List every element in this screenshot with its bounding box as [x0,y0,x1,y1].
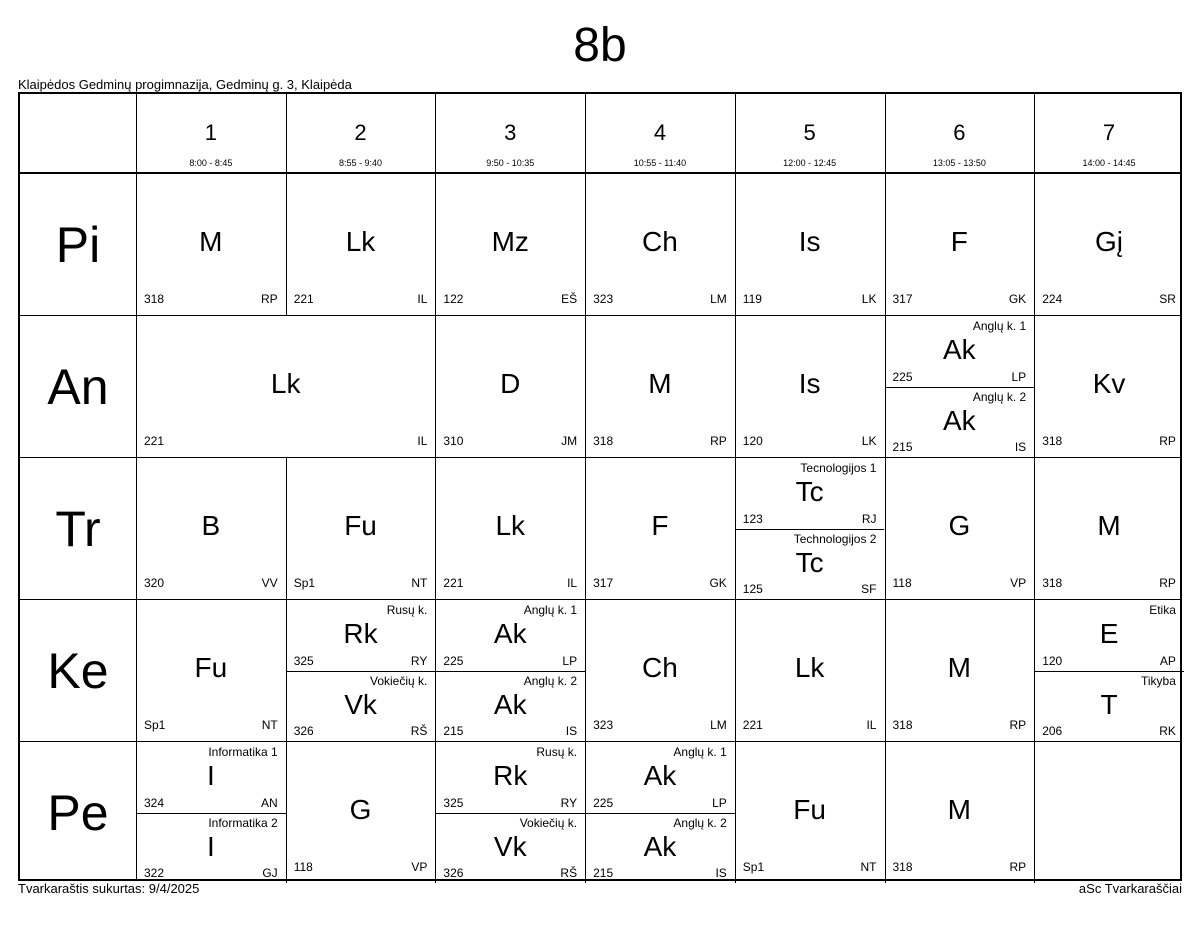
subject-code: Kv [1092,368,1126,399]
group-divider [885,387,1035,388]
room-number: 122 [443,292,464,306]
lesson-cell [435,458,585,599]
lesson-cell [286,458,436,599]
room-number: 225 [593,795,614,810]
room-number: 119 [742,292,762,306]
room-number: 324 [144,795,165,810]
lesson-cell [1034,316,1184,457]
teacher-code: LP [712,795,727,810]
teacher-code: RY [560,795,578,810]
subject-code: D [500,368,521,399]
group-name: Vokiečių k. [370,673,428,688]
subject-code: I [206,830,215,862]
lesson-cell [136,316,435,457]
subject-code: B [201,510,221,541]
subject-code: M [648,368,672,399]
teacher-code: GK [1008,292,1027,306]
room-number: 325 [443,795,464,810]
teacher-code: LM [710,718,727,732]
room-number: 123 [742,511,763,526]
room-number: 224 [1042,292,1063,306]
subject-code: Ak [493,618,527,649]
subject-code: Ak [943,404,976,436]
subject-code: Lk [794,652,825,683]
room-number: 225 [892,369,913,384]
period-header-divider [585,94,586,172]
teacher-code: GJ [262,866,278,880]
room-number: Sp1 [742,860,765,874]
period-time: 14:00 - 14:45 [1082,158,1136,168]
teacher-code: EŠ [561,292,578,306]
group-name: Anglų k. 2 [673,815,727,830]
subject-code: F [950,226,968,257]
subject-code: E [1099,618,1119,649]
room-number: 318 [892,860,913,874]
subject-code: Lk [495,510,526,541]
period-time: 9:50 - 10:35 [486,158,535,168]
period-header [435,94,585,172]
room-number: 125 [742,582,763,596]
room-number: 323 [593,718,614,732]
room-number: 221 [742,718,763,732]
lesson-cell [585,742,735,883]
teacher-code: IS [1014,440,1027,454]
lesson-cell [136,174,286,315]
subject-code: I [206,760,215,791]
lesson-divider [1034,742,1035,883]
teacher-code: RJ [861,511,877,526]
group-name: Anglų k. 1 [972,319,1027,333]
period-header-divider [1034,94,1035,172]
school-name: Klaipėdos Gedminų progimnazija, Gedminų g. 3, Klaipėda [18,77,352,92]
room-number: 221 [144,434,165,448]
room-number: 326 [443,866,464,880]
lesson-cell [585,316,735,457]
room-number: 118 [892,576,912,590]
lesson-cell [435,316,585,457]
teacher-code: NT [261,718,278,732]
lesson-cell [585,458,735,599]
lesson-cell [735,458,885,599]
room-number: 221 [293,292,314,306]
subject-code: Ch [642,226,678,257]
teacher-code: RP [1159,576,1176,590]
period-header-divider [286,94,287,172]
period-time: 10:55 - 11:40 [633,158,687,168]
lesson-cell [735,316,885,457]
room-number: 225 [443,653,464,668]
teacher-code: GK [709,576,727,590]
room-number: 318 [593,434,614,448]
room-number: 215 [892,440,913,454]
period-number: 3 [504,120,517,145]
subject-code: Ak [643,830,677,862]
period-time: 8:00 - 8:45 [189,158,233,168]
lesson-cell [885,458,1035,599]
subject-code: Is [798,368,821,399]
lesson-cell [286,174,436,315]
subject-code: Ak [943,334,976,365]
group-name: Anglų k. 1 [673,745,727,759]
subject-code: Lk [270,368,301,399]
subject-code: Fu [793,794,826,825]
lesson-cell [136,458,286,599]
subject-code: Ch [642,652,678,683]
group-name: Rusų k. [386,603,428,617]
lesson-cell [435,600,585,741]
subject-code: T [1100,688,1118,720]
room-number: 323 [593,292,614,306]
period-header [735,94,885,172]
subject-code: Rk [343,618,378,649]
group-divider [286,671,436,672]
teacher-code: LK [861,434,877,448]
teacher-code: RP [1159,434,1176,448]
room-number: 206 [1042,724,1063,738]
subject-code: Tc [795,546,824,578]
group-divider [735,529,885,530]
period-header [1034,94,1184,172]
group-name: Anglų k. 1 [523,603,578,617]
timetable-grid [18,92,1182,881]
lesson-cell [435,174,585,315]
software-credit: aSc Tvarkaraščiai [1078,881,1182,896]
teacher-code: IS [565,724,578,738]
period-time: 12:00 - 12:45 [783,158,837,168]
room-number: 318 [892,718,913,732]
class-title: 8b [573,19,627,72]
period-header [885,94,1035,172]
lesson-cell [585,174,735,315]
period-number: 7 [1102,120,1116,145]
teacher-code: LK [861,292,877,306]
lesson-cell [1034,458,1184,599]
teacher-code: NT [411,576,428,590]
teacher-code: AP [1159,653,1176,668]
lesson-cell [885,316,1035,457]
room-number: 215 [593,866,614,880]
teacher-code: RP [710,434,727,448]
period-header-divider [885,94,886,172]
lesson-cell [286,600,436,741]
subject-code: M [1097,510,1121,541]
subject-code: Mz [491,226,529,257]
subject-code: Gį [1095,226,1124,257]
period-number: 4 [653,120,667,145]
period-number: 6 [953,120,966,145]
group-divider [585,813,735,814]
group-name: Informatika 1 [208,745,278,759]
lesson-cell [735,742,885,883]
subject-code: M [947,652,971,683]
teacher-code: RŠ [560,866,578,880]
group-name: Informatika 2 [208,815,278,830]
period-number: 5 [803,120,816,145]
subject-code: F [651,510,669,541]
period-time: 8:55 - 9:40 [339,158,383,168]
subject-code: G [349,794,372,825]
teacher-code: RŠ [410,724,428,738]
teacher-code: SR [1159,292,1176,306]
room-number: 320 [144,576,165,590]
period-number: 2 [354,120,367,145]
teacher-code: RK [1159,724,1176,738]
lesson-cell [136,600,286,741]
lesson-cell [735,600,885,741]
teacher-code: VP [411,860,428,874]
teacher-code: LP [562,653,578,668]
teacher-code: RY [410,653,428,668]
group-name: Anglų k. 2 [972,389,1027,404]
day-label: Pe [47,785,109,841]
room-number: 310 [443,434,464,448]
period-header [136,94,286,172]
teacher-code: IL [567,576,578,590]
subject-code: G [948,510,971,541]
created-date: Tvarkaraštis sukurtas: 9/4/2025 [18,881,200,896]
day-label: Pi [55,217,101,273]
group-divider [435,671,585,672]
room-number: 318 [1042,434,1063,448]
room-number: 215 [443,724,464,738]
subject-code: Vk [493,830,527,862]
subject-code: M [947,794,971,825]
room-number: 322 [144,866,165,880]
group-divider [136,813,286,814]
group-name: Rusų k. [536,745,578,759]
group-name: Vokiečių k. [519,815,578,830]
subject-code: Ak [493,688,527,720]
period-header-divider [735,94,736,172]
room-number: 120 [742,434,763,448]
period-header-divider [435,94,436,172]
teacher-code: RP [1009,860,1027,874]
teacher-code: NT [860,860,877,874]
room-number: 221 [443,576,464,590]
subject-code: Vk [344,688,377,720]
teacher-code: VV [261,576,278,590]
group-name: Etika [1149,603,1176,617]
room-number: 326 [293,724,314,738]
teacher-code: RP [1009,718,1027,732]
subject-code: Rk [493,760,528,791]
teacher-code: VP [1010,576,1027,590]
group-name: Tecnologijos 1 [800,461,877,475]
day-label: An [47,359,109,415]
room-number: 318 [144,292,165,306]
day-label: Tr [55,501,101,557]
subject-code: Fu [194,652,228,683]
lesson-cell [1034,174,1184,315]
subject-code: Is [798,226,821,257]
group-divider [435,813,585,814]
group-name: Technologijos 2 [793,531,877,546]
period-header [585,94,735,172]
lesson-cell [136,742,286,883]
lesson-cell [885,600,1035,741]
subject-code: Tc [795,476,824,507]
period-number: 1 [204,120,217,145]
lesson-cell [735,174,885,315]
teacher-code: AN [261,795,278,810]
room-number: 317 [892,292,913,306]
group-divider [1034,671,1184,672]
day-label: Ke [47,643,109,699]
teacher-code: IL [417,434,428,448]
lesson-cell [1034,600,1184,741]
room-number: 325 [293,653,314,668]
lesson-cell [286,742,436,883]
subject-code: Ak [643,760,677,791]
subject-code: Fu [344,510,377,541]
room-number: Sp1 [293,576,316,590]
group-name: Anglų k. 2 [523,673,578,688]
room-number: 317 [593,576,614,590]
lesson-cell [885,174,1035,315]
room-number: 118 [293,860,313,874]
period-header [286,94,436,172]
teacher-code: RP [261,292,278,306]
subject-code: M [199,226,223,257]
lesson-cell [435,742,585,883]
subject-code: Lk [345,226,376,257]
room-number: Sp1 [144,718,166,732]
teacher-code: LP [1011,369,1027,384]
period-time: 13:05 - 13:50 [932,158,986,168]
lesson-cell [585,600,735,741]
room-number: 318 [1042,576,1063,590]
lesson-cell [885,742,1035,883]
teacher-code: LM [710,292,727,306]
teacher-code: IL [866,718,877,732]
room-number: 120 [1042,653,1063,668]
teacher-code: SF [861,582,877,596]
teacher-code: JM [561,434,578,448]
teacher-code: IL [417,292,428,306]
group-name: Tikyba [1140,673,1176,688]
teacher-code: IS [715,866,727,880]
